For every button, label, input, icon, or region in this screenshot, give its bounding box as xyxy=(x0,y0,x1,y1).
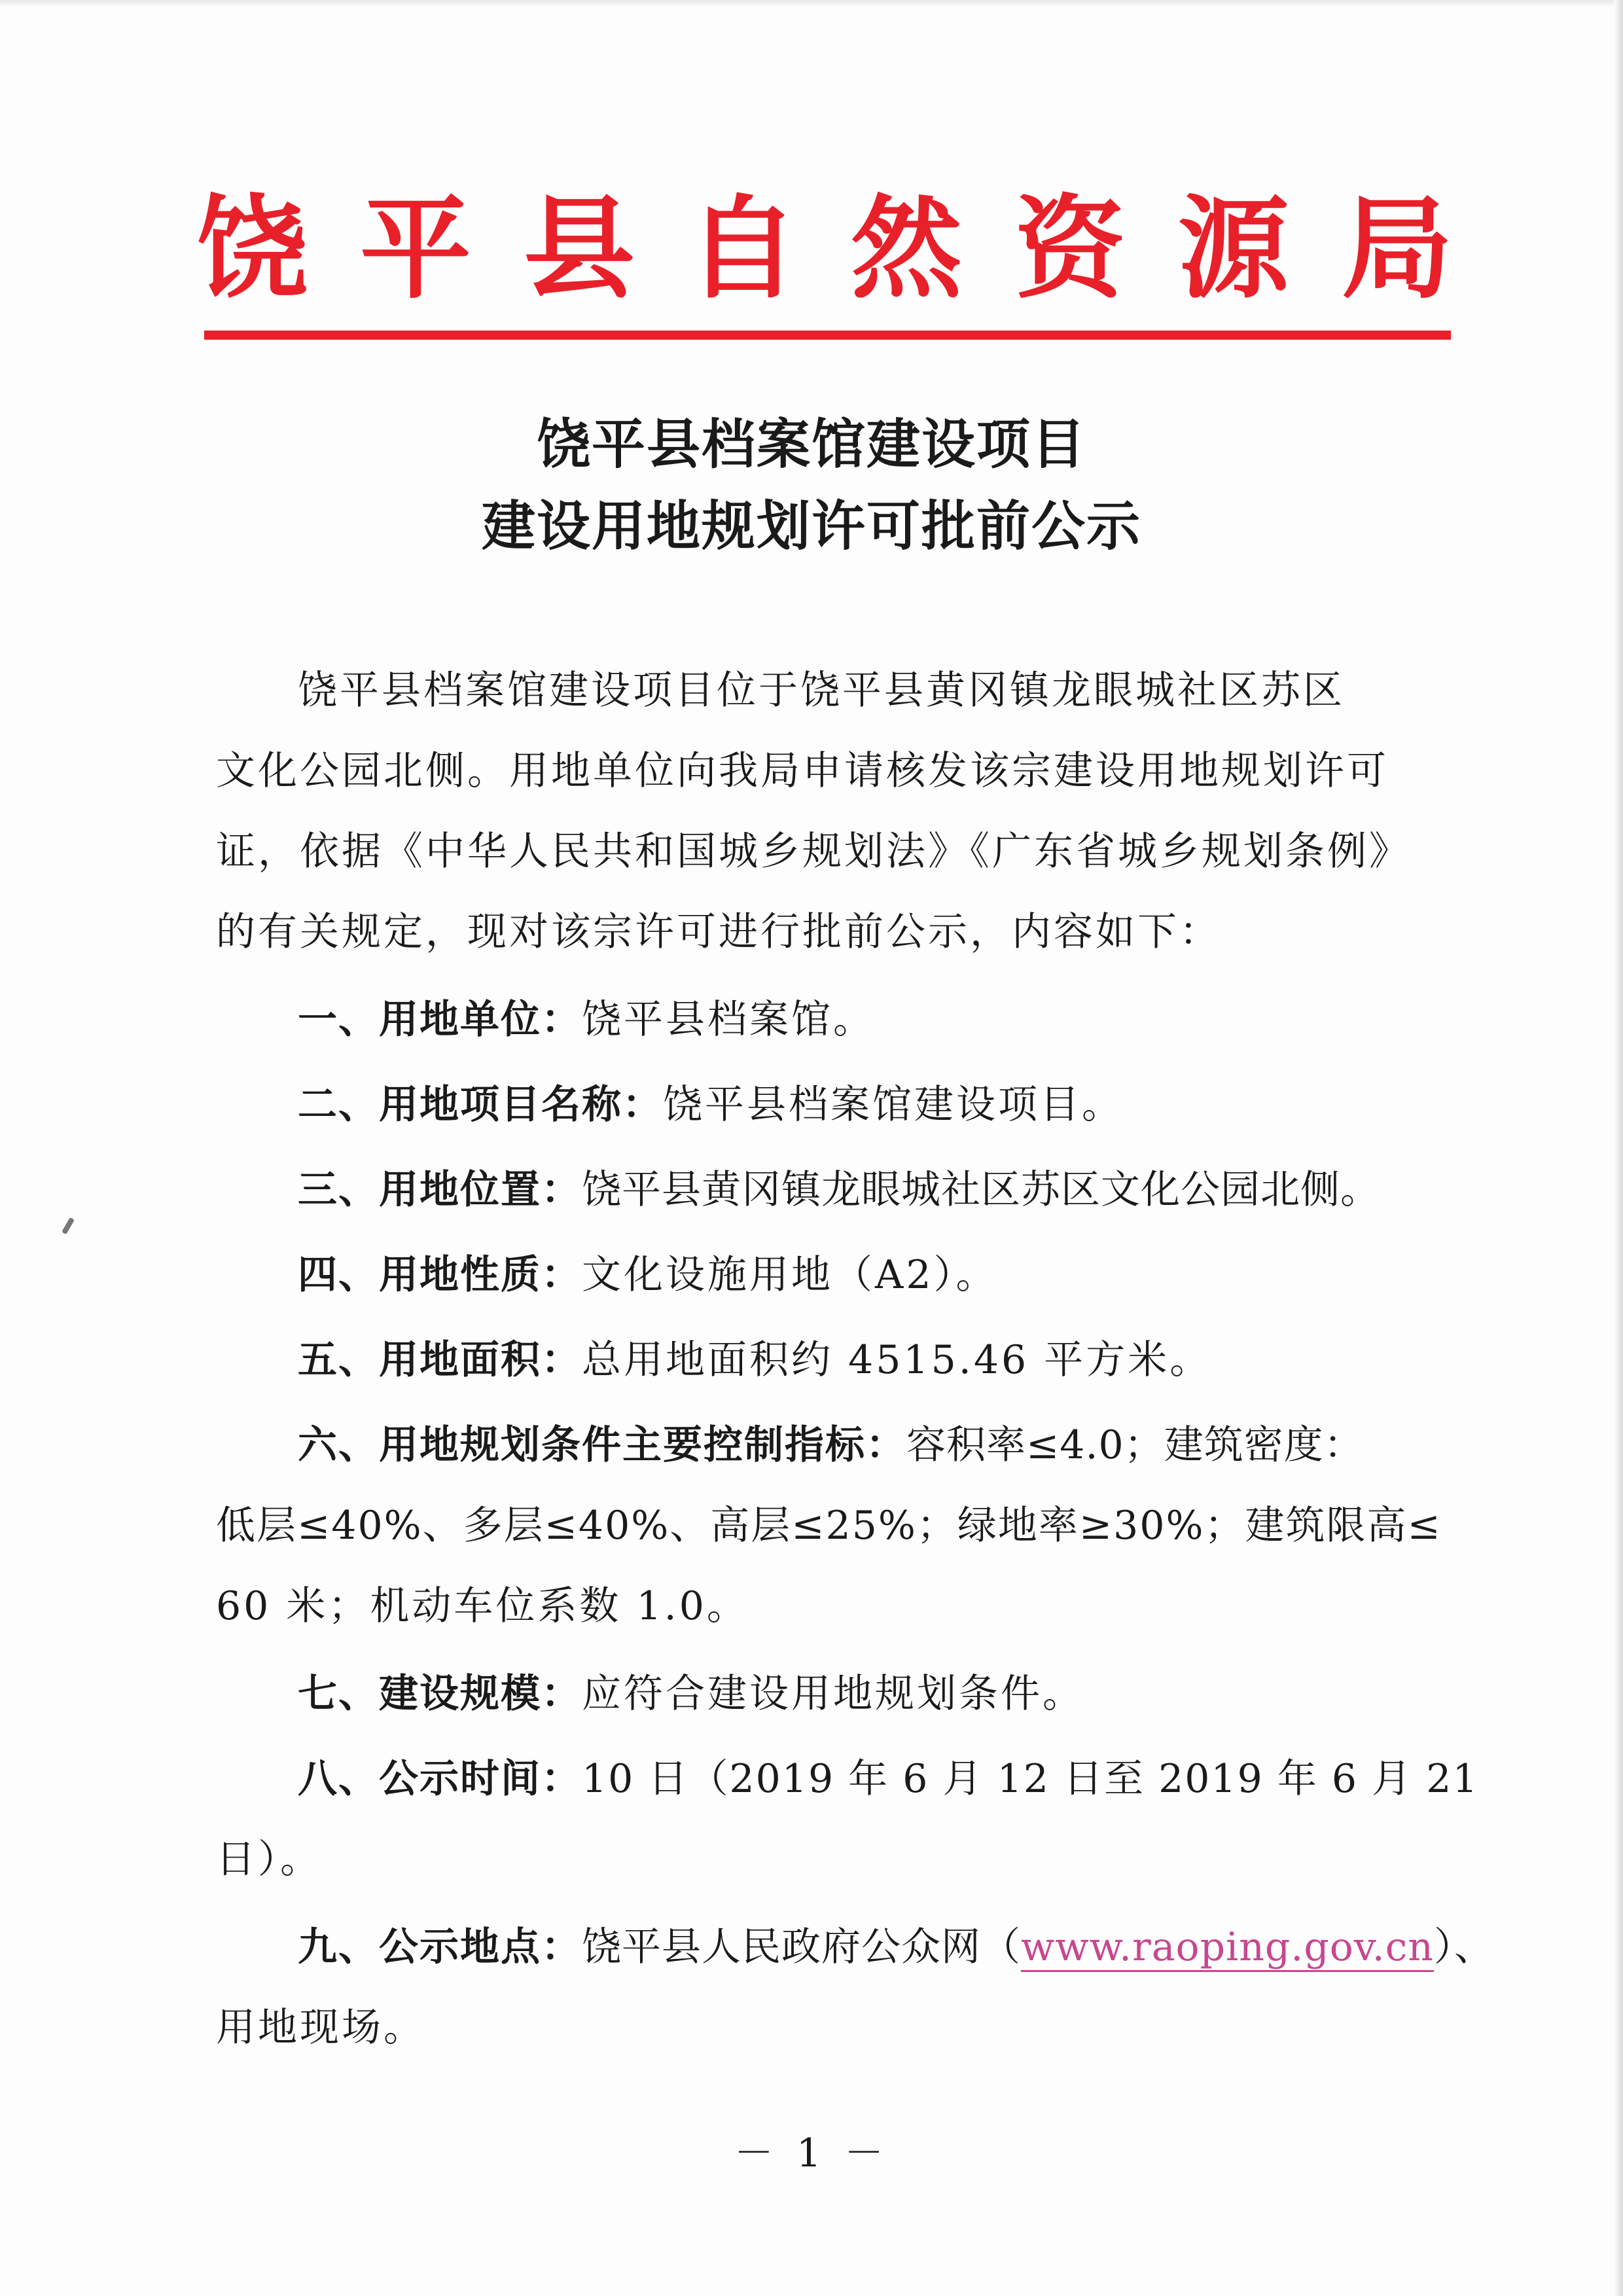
letterhead-char: 然 xyxy=(850,183,962,314)
letterhead-red-rule xyxy=(204,331,1451,340)
item-label: 九、公示地点： xyxy=(298,1924,582,1970)
letterhead-char: 源 xyxy=(1177,183,1289,314)
item-label: 三、用地位置： xyxy=(298,1167,582,1213)
item-continuation: 低层≤40%、多层≤40%、高层≤25%；绿地率≥30%；建筑限高≤ xyxy=(216,1503,1442,1549)
intro-line: 文化公园北侧。用地单位向我局申请核发该宗建设用地规划许可 xyxy=(216,748,1389,794)
page-number: － 1 － xyxy=(734,2130,889,2176)
item-label: 六、用地规划条件主要控制指标： xyxy=(298,1422,906,1468)
item-publicity-place xyxy=(298,1918,1494,1977)
item-project-name xyxy=(298,1075,1414,1134)
letterhead-char: 局 xyxy=(1341,183,1453,314)
item-control-indicators xyxy=(298,1416,1414,1475)
item-land-unit xyxy=(298,990,1414,1049)
item-label: 七、建设规模： xyxy=(298,1671,582,1717)
intro-line: 饶平县档案馆建设项目位于饶平县黄冈镇龙眼城社区苏区 xyxy=(298,668,1345,713)
item-location xyxy=(298,1160,1414,1219)
letterhead-title xyxy=(196,183,1453,314)
intro-line: 的有关规定，现对该宗许可进行批前公示，内容如下： xyxy=(216,909,1221,955)
item-label: 四、用地性质： xyxy=(298,1252,582,1298)
item-label: 一、用地单位： xyxy=(298,997,582,1043)
letterhead-char: 饶 xyxy=(196,183,308,314)
scan-edge-right xyxy=(1614,0,1623,2296)
item-value: 饶平县黄冈镇龙眼城社区苏区文化公园北侧。 xyxy=(582,1167,1380,1213)
item-value: 文化设施用地（A2）。 xyxy=(582,1252,998,1298)
intro-line: 证，依据《中华人民共和国城乡规划法》《广东省城乡规划条例》 xyxy=(216,829,1411,874)
item-value: ）、 xyxy=(1433,1924,1494,1970)
item-publicity-period xyxy=(298,1749,1479,1808)
item-value: 容积率≤4.0；建筑密度： xyxy=(906,1422,1364,1468)
item-land-area xyxy=(298,1331,1414,1390)
scan-mark xyxy=(62,1217,75,1235)
item-continuation: 日）。 xyxy=(216,1837,322,1882)
item-label: 二、用地项目名称： xyxy=(298,1082,663,1128)
item-land-use xyxy=(298,1246,1414,1304)
item-value: 饶平县人民政府公众网（ xyxy=(582,1924,1021,1970)
item-value: 饶平县档案馆建设项目。 xyxy=(663,1082,1124,1128)
item-continuation: 60 米；机动车位系数 1.0。 xyxy=(216,1583,749,1629)
item-continuation: 用地现场。 xyxy=(216,2005,425,2051)
document-title-line1: 饶平县档案馆建设项目 xyxy=(536,414,1086,476)
item-value: 应符合建设用地规划条件。 xyxy=(582,1671,1084,1717)
item-value: 饶平县档案馆。 xyxy=(582,997,875,1043)
scan-edge-top xyxy=(0,0,1623,7)
item-value: 总用地面积约 4515.46 平方米。 xyxy=(582,1337,1212,1383)
item-value: 10 日（2019 年 6 月 12 日至 2019 年 6 月 21 xyxy=(582,1756,1479,1802)
letterhead-char: 县 xyxy=(523,183,635,314)
letterhead-char: 平 xyxy=(359,183,471,314)
item-build-scale xyxy=(298,1664,1414,1723)
letterhead-char: 自 xyxy=(687,183,798,314)
item-label: 五、用地面积： xyxy=(298,1337,582,1383)
item-label: 八、公示时间： xyxy=(298,1756,582,1802)
letterhead-char: 资 xyxy=(1014,183,1126,314)
document-title-line2: 建设用地规划许可批前公示 xyxy=(481,495,1141,558)
website-link[interactable]: www.raoping.gov.cn xyxy=(1021,1924,1434,1972)
